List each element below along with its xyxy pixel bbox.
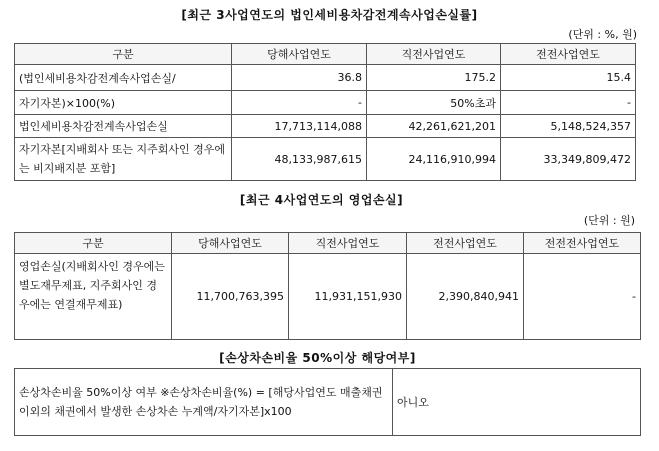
section1-title: [최근 3사업연도의 법인세비용차감전계속사업손실률] [181, 8, 478, 22]
cell-value: 15.4 [501, 65, 636, 91]
header-category: 구분 [15, 44, 232, 65]
header-current-year: 당해사업연도 [232, 44, 367, 65]
table-row [15, 115, 636, 138]
cell-value: 33,349,809,472 [501, 138, 636, 181]
cell-value: 50%초과 [367, 91, 501, 115]
cell-value: 17,713,114,088 [232, 115, 367, 138]
row-label: 손상차손비율 50%이상 여부 ※손상차손비율(%) = [해당사업연도 매출채권이외의 채권에서 발생한 손상차손 누계액/자기자본]x100 [15, 369, 393, 436]
row-label: 법인세비용차감전계속사업손실 [15, 115, 232, 138]
cell-value: - [501, 91, 636, 115]
section2-title: [최근 4사업연도의 영업손실] [239, 193, 404, 207]
header-category: 구분 [15, 233, 172, 254]
impairment-table [14, 368, 641, 436]
cell-value: 11,931,151,930 [289, 254, 407, 340]
cell-value: 36.8 [232, 65, 367, 91]
loss-ratio-table [14, 43, 636, 181]
cell-value: 175.2 [367, 65, 501, 91]
cell-value: - [232, 91, 367, 115]
row-label: 자기자본)×100(%) [15, 91, 232, 115]
header-current-year: 당해사업연도 [172, 233, 289, 254]
table-row [15, 254, 641, 340]
table-header-row [15, 44, 636, 65]
cell-value: 11,700,763,395 [172, 254, 289, 340]
operating-loss-table [14, 232, 641, 340]
header-prior-year: 직전사업연도 [367, 44, 501, 65]
cell-value: 24,116,910,994 [367, 138, 501, 181]
header-two-years-prior: 전전사업연도 [501, 44, 636, 65]
cell-value: 48,133,987,615 [232, 138, 367, 181]
table-header-row [15, 233, 641, 254]
header-three-years-prior: 전전전사업연도 [524, 233, 641, 254]
cell-value: 2,390,840,941 [407, 254, 524, 340]
row-label: 자기자본[지배회사 또는 지주회사인 경우에는 비지배지분 포함] [15, 138, 232, 181]
row-label: 영업손실(지배회사인 경우에는 별도재무제표, 지주회사인 경우에는 연결재무제표) [15, 254, 172, 340]
header-two-years-prior: 전전사업연도 [407, 233, 524, 254]
section1-unit: (단위 : %, 원) [568, 28, 637, 41]
table-row [15, 369, 641, 436]
row-label: (법인세비용차감전계속사업손실/ [15, 65, 232, 91]
cell-value: - [524, 254, 641, 340]
cell-value: 아니오 [393, 369, 641, 436]
section3-title: [손상차손비율 50%이상 해당여부] [219, 351, 416, 365]
table-row [15, 65, 636, 91]
cell-value: 42,261,621,201 [367, 115, 501, 138]
table-row [15, 138, 636, 181]
cell-value: 5,148,524,357 [501, 115, 636, 138]
header-prior-year: 직전사업연도 [289, 233, 407, 254]
table-row [15, 91, 636, 115]
section2-unit: (단위 : 원) [583, 214, 635, 227]
